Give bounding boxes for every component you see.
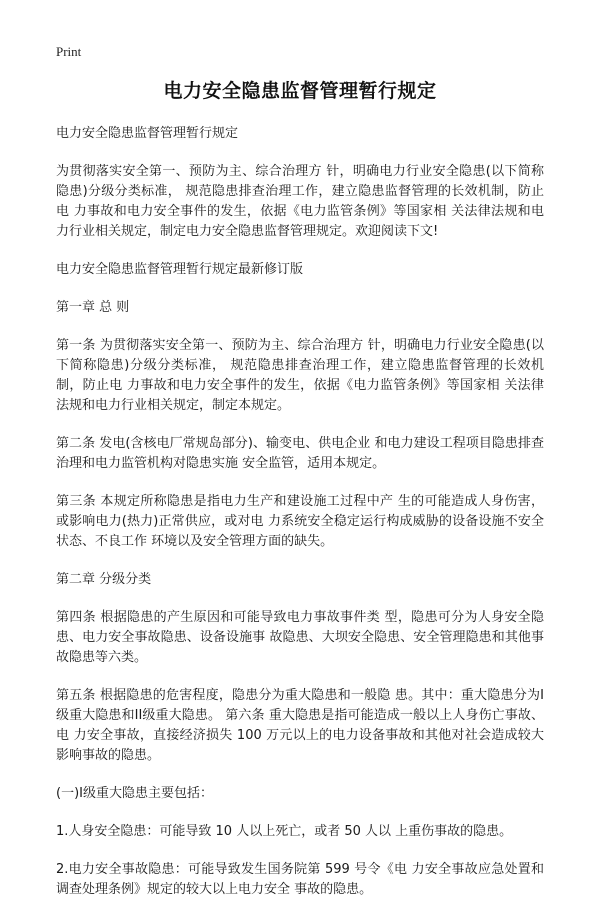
chapter-two-heading: 第二章 分级分类	[56, 572, 152, 587]
document-title: 电力安全隐患监督管理暂行规定	[163, 80, 437, 102]
doc-subtitle: 电力安全隐患监督管理暂行规定	[56, 126, 239, 141]
item-personal-safety: 1.人身安全隐患：可能导致 10 人以上死亡，或者 50 人以 上重伤事故的隐患。	[56, 824, 513, 839]
print-label: Print	[56, 44, 82, 59]
level-one-heading: (一)I级重大隐患主要包括：	[56, 786, 213, 801]
item-power-safety: 2.电力安全事故隐患：可能导致发生国务院第 599 号令《电 力安全事故应急处置和调查处理条例》规定的较大以上电力安全 事故的隐患。	[56, 862, 544, 897]
article-one: 第一条 为贯彻落实安全第一、预防为主、综合治理方 针，明确电力行业安全隐患(以下简称隐患)分级分类标准， 规范隐患排查治理工作，建立隐患监督管理的长效机制，防止电 力事故和电力安全事件的发生，依据《电力监管条例》等国家相 关法律法规和电力行业相关规定，制定本规定。	[56, 338, 544, 413]
article-five-six: 第五条 根据隐患的危害程度，隐患分为重大隐患和一般隐 患。其中：重大隐患分为I级重大隐患和II级重大隐患。 第六条 重大隐患是指可能造成一般以上人身伤亡事故、电 力安全事故，直接经济损失 100 万元以上的电力设备事故和其他对社会造成较大影响事故的隐患。	[56, 688, 544, 763]
intro-paragraph: 为贯彻落实安全第一、预防为主、综合治理方 针，明确电力行业安全隐患(以下简称隐患)分级分类标准， 规范隐患排查治理工作，建立隐患监督管理的长效机制，防止电 力事故和电力安全事件的发生，依据《电力监管条例》等国家相 关法律法规和电力行业相关规定，制定电力安全隐患监督管理规定。欢迎阅读下文!	[56, 164, 544, 239]
article-three: 第三条 本规定所称隐患是指电力生产和建设施工过程中产 生的可能造成人身伤害，或影响电力(热力)正常供应，或对电 力系统安全稳定运行构成威胁的设备设施不安全状态、不良工作 环境以及安全管理方面的缺失。	[56, 494, 544, 549]
revision-heading: 电力安全隐患监督管理暂行规定最新修订版	[56, 262, 304, 277]
chapter-one-heading: 第一章 总 则	[56, 300, 130, 315]
article-four: 第四条 根据隐患的产生原因和可能导致电力事故事件类 型，隐患可分为人身安全隐患、电力安全事故隐患、设备设施事 故隐患、大坝安全隐患、安全管理隐患和其他事故隐患等六类。	[56, 610, 544, 665]
article-two: 第二条 发电(含核电厂常规岛部分)、输变电、供电企业 和电力建设工程项目隐患排查治理和电力监管机构对隐患实施 安全监管，适用本规定。	[56, 436, 544, 471]
